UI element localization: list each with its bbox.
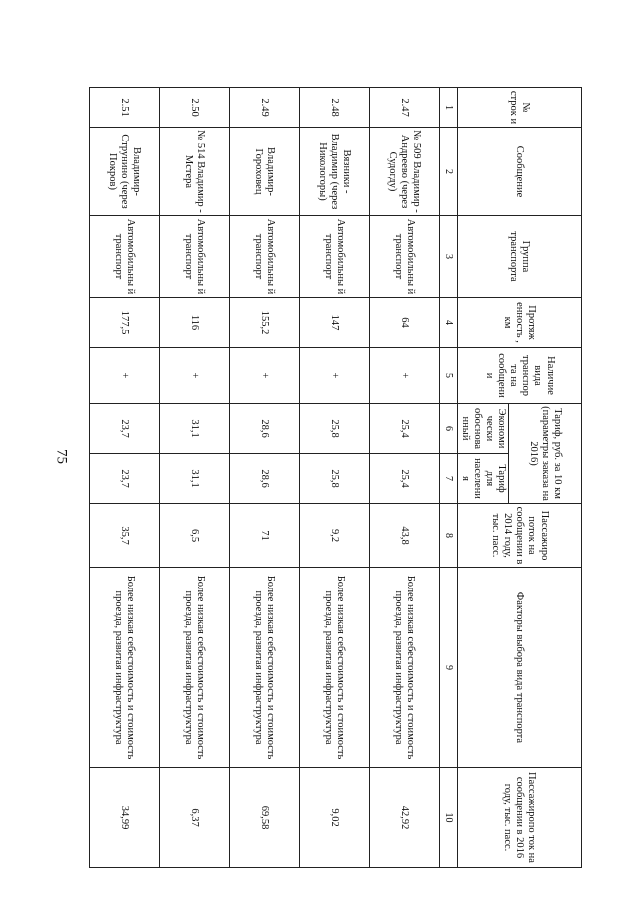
header-tariff-group: Тариф, руб. за 10 км (параметры заказа на 2016) [509, 404, 582, 504]
passengers-2014-cell: 71 [229, 504, 299, 568]
tariff-population-cell: 25,8 [299, 454, 369, 504]
transport-group-cell: Автомобильны й транспорт [369, 216, 439, 298]
header-tariff-population: Тариф для населения [457, 454, 508, 504]
length-cell: 147 [299, 298, 369, 348]
presence-cell: + [229, 348, 299, 404]
length-cell: 116 [159, 298, 229, 348]
transport-table [89, 87, 582, 868]
table-row [159, 88, 229, 868]
table-row [369, 88, 439, 868]
header-passengers-2014: Пассажиро поток на сообщении в 2014 году, тыс. пасс. [457, 504, 581, 568]
table-row [229, 88, 299, 868]
passengers-2014-cell: 35,7 [89, 504, 159, 568]
table-row [299, 88, 369, 868]
column-number: 3 [439, 216, 457, 298]
route-cell: Владимир- Струнино (через Покров) [89, 128, 159, 216]
tariff-economic-cell: 23,7 [89, 404, 159, 454]
header-transport-group: Группа транспорта [457, 216, 581, 298]
tariff-population-cell: 25,4 [369, 454, 439, 504]
presence-cell: + [369, 348, 439, 404]
column-number: 9 [439, 568, 457, 768]
tariff-population-cell: 28,6 [229, 454, 299, 504]
length-cell: 155,2 [229, 298, 299, 348]
passengers-2016-cell: 6,37 [159, 768, 229, 868]
passengers-2016-cell: 9,02 [299, 768, 369, 868]
length-cell: 177,5 [89, 298, 159, 348]
length-cell: 64 [369, 298, 439, 348]
column-number: 1 [439, 88, 457, 128]
rotated-table-wrapper [107, 87, 582, 867]
route-cell: Владимир- Гороховец [229, 128, 299, 216]
presence-cell: + [299, 348, 369, 404]
route-cell: № 514 Владимир - Мстера [159, 128, 229, 216]
presence-cell: + [159, 348, 229, 404]
route-cell: № 509 Владимир - Андреево (через Судогду) [369, 128, 439, 216]
column-number: 7 [439, 454, 457, 504]
header-row [509, 88, 582, 868]
tariff-economic-cell: 28,6 [229, 404, 299, 454]
tariff-economic-cell: 25,4 [369, 404, 439, 454]
passengers-2014-cell: 6,5 [159, 504, 229, 568]
factors-cell: Более низкая себестоимость и стоимость проезда, развитая инфраструктура [299, 568, 369, 768]
header-length: Протяж енность , км [457, 298, 581, 348]
factors-cell: Более низкая себестоимость и стоимость проезда, развитая инфраструктура [369, 568, 439, 768]
column-number: 6 [439, 404, 457, 454]
row-number: 2.50 [159, 88, 229, 128]
header-passengers-2016: Пассажиропо ток на сообщении в 2016 году, тыс. пасс. [457, 768, 581, 868]
column-number: 5 [439, 348, 457, 404]
tariff-economic-cell: 25,8 [299, 404, 369, 454]
transport-group-cell: Автомобильны й транспорт [89, 216, 159, 298]
passengers-2016-cell: 69,58 [229, 768, 299, 868]
row-number: 2.49 [229, 88, 299, 128]
header-tariff-economic: Экономи чески обоснова нный [457, 404, 508, 454]
header-route: Сообщение [457, 128, 581, 216]
page-number: 75 [53, 449, 70, 464]
route-cell: Вязники - Владимир (через Никологоры) [299, 128, 369, 216]
header-row-number: № строк и [457, 88, 581, 128]
factors-cell: Более низкая себестоимость и стоимость проезда, развитая инфраструктура [89, 568, 159, 768]
transport-group-cell: Автомобильны й транспорт [159, 216, 229, 298]
header-presence: Наличие вида транспор та на сообщени и [457, 348, 581, 404]
column-number: 8 [439, 504, 457, 568]
column-number: 2 [439, 128, 457, 216]
factors-cell: Более низкая себестоимость и стоимость проезда, развитая инфраструктура [229, 568, 299, 768]
column-number: 4 [439, 298, 457, 348]
transport-group-cell: Автомобильны й транспорт [229, 216, 299, 298]
presence-cell: + [89, 348, 159, 404]
transport-group-cell: Автомобильны й транспорт [299, 216, 369, 298]
table-row [89, 88, 159, 868]
row-number: 2.47 [369, 88, 439, 128]
header-factors: Факторы выбора вида транспорта [457, 568, 581, 768]
passengers-2014-cell: 9,2 [299, 504, 369, 568]
passengers-2016-cell: 34,99 [89, 768, 159, 868]
column-number: 10 [439, 768, 457, 868]
tariff-population-cell: 23,7 [89, 454, 159, 504]
column-number-row [439, 88, 457, 868]
tariff-population-cell: 31,1 [159, 454, 229, 504]
factors-cell: Более низкая себестоимость и стоимость проезда, развитая инфраструктура [159, 568, 229, 768]
tariff-economic-cell: 31,1 [159, 404, 229, 454]
row-number: 2.51 [89, 88, 159, 128]
passengers-2014-cell: 43,8 [369, 504, 439, 568]
row-number: 2.48 [299, 88, 369, 128]
passengers-2016-cell: 42,92 [369, 768, 439, 868]
